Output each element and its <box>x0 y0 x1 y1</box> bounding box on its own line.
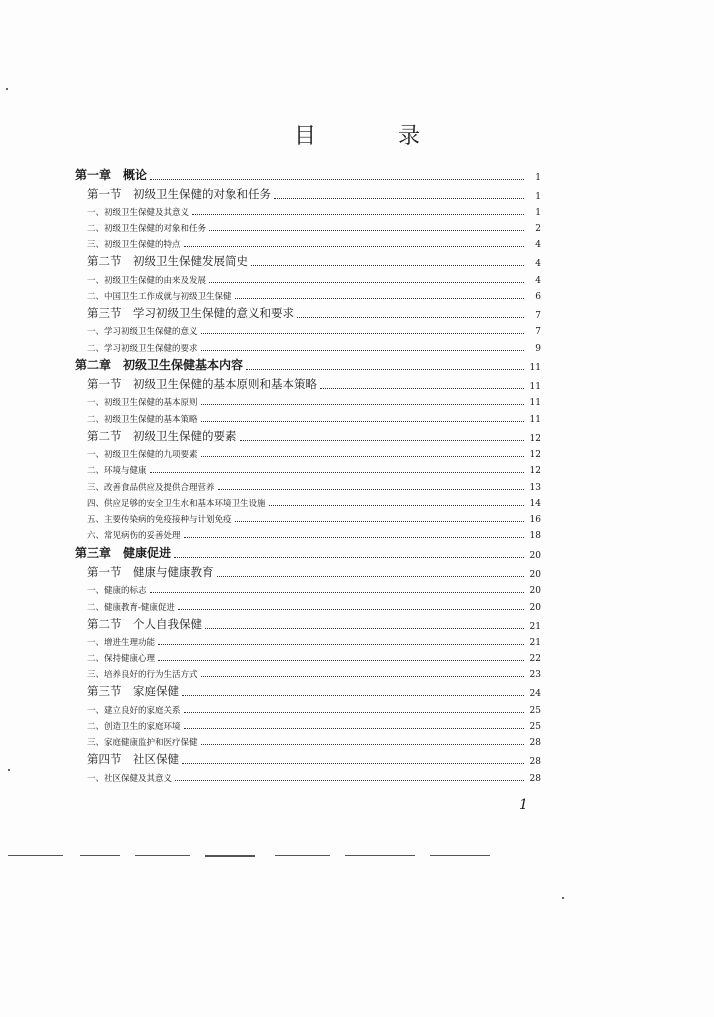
scan-artifact-line <box>135 855 190 856</box>
toc-entry-label: 二、中国卫生工作成就与初级卫生保健 <box>87 291 232 302</box>
dot-leader <box>297 317 524 318</box>
page-number: 1 <box>519 797 528 813</box>
toc-entry-page: 4 <box>535 275 541 286</box>
toc-entry-label: 第一节 初级卫生保健的基本原则和基本策略 <box>87 377 317 392</box>
toc-entry-label: 三、初级卫生保健的特点 <box>87 240 181 251</box>
toc-entry-page: 13 <box>529 482 541 493</box>
toc-item <box>75 337 541 353</box>
dot-leader <box>201 676 524 677</box>
toc-entry-label: 二、创造卫生的家庭环境 <box>87 722 181 733</box>
toc-item <box>75 509 541 525</box>
page-title: 目 录 <box>293 124 450 149</box>
dot-leader <box>217 576 525 577</box>
toc-chapter <box>75 541 541 561</box>
toc-entry-page: 11 <box>529 363 541 374</box>
toc-entry-label: 第四节 社区保健 <box>87 752 179 767</box>
toc-item <box>75 767 541 783</box>
dot-leader <box>240 440 525 441</box>
toc-item <box>75 234 541 250</box>
toc-entry-label: 三、改善食品供应及提供合理营养 <box>87 482 215 493</box>
toc-entry-page: 28 <box>529 738 541 749</box>
toc-item <box>75 525 541 541</box>
toc-item <box>75 632 541 648</box>
toc-item <box>75 444 541 460</box>
toc-item <box>75 580 541 596</box>
toc-entry-label: 第二章 初级卫生保健基本内容 <box>75 358 244 373</box>
toc-entry-label: 第二节 个人自我保健 <box>87 616 202 631</box>
dot-leader <box>150 179 524 180</box>
dot-leader <box>158 660 524 661</box>
toc-section <box>75 183 541 202</box>
toc-section <box>75 302 541 321</box>
scan-artifact-speck <box>562 897 564 899</box>
dot-leader <box>320 388 524 389</box>
toc-entry-page: 21 <box>529 637 541 648</box>
scan-artifact-line <box>205 855 255 857</box>
toc-item <box>75 218 541 234</box>
toc-entry-page: 2 <box>535 224 541 235</box>
dot-leader <box>205 628 524 629</box>
toc-entry-page: 1 <box>535 207 541 218</box>
toc-entry-label: 一、初级卫生保健的基本原则 <box>87 398 198 409</box>
toc-entry-label: 第三章 健康促进 <box>75 545 172 560</box>
toc-entry-page: 22 <box>529 654 541 665</box>
toc-entry-label: 第一章 概论 <box>75 167 148 182</box>
toc-entry-page: 20 <box>529 550 541 561</box>
table-of-contents <box>75 163 541 784</box>
dot-leader <box>269 505 524 506</box>
dot-leader <box>178 609 524 610</box>
toc-entry-page: 4 <box>535 259 541 270</box>
dot-leader <box>246 369 524 370</box>
toc-entry-page: 1 <box>535 172 541 183</box>
toc-item <box>75 596 541 612</box>
toc-entry-label: 六、常见病伤的妥善处理 <box>87 531 181 542</box>
toc-entry-label: 第三节 家庭保健 <box>87 684 179 699</box>
toc-entry-page: 18 <box>529 531 541 542</box>
toc-entry-page: 14 <box>529 498 541 509</box>
toc-entry-page: 20 <box>529 586 541 597</box>
dot-leader <box>251 265 524 266</box>
dot-leader <box>150 472 524 473</box>
toc-entry-label: 二、健康教育-健康促进 <box>87 602 175 613</box>
toc-entry-page: 12 <box>529 449 541 460</box>
toc-entry-label: 二、保持健康心理 <box>87 654 156 665</box>
toc-section <box>75 250 541 269</box>
toc-entry-label: 二、初级卫生保健的对象和任务 <box>87 224 207 235</box>
dot-leader <box>209 282 524 283</box>
toc-entry-label: 一、增进生理功能 <box>87 637 156 648</box>
toc-chapter <box>75 163 541 183</box>
toc-entry-label: 一、初级卫生保健的由来及发展 <box>87 275 207 286</box>
toc-entry-page: 11 <box>529 414 541 425</box>
dot-leader <box>274 198 524 199</box>
scan-artifact-line <box>80 855 120 856</box>
dot-leader <box>182 695 524 696</box>
toc-item <box>75 460 541 476</box>
dot-leader <box>158 644 524 645</box>
toc-entry-label: 四、供应足够的安全卫生水和基本环境卫生设施 <box>87 498 266 509</box>
toc-entry-page: 6 <box>535 291 541 302</box>
dot-leader <box>201 744 524 745</box>
toc-entry-page: 25 <box>529 722 541 733</box>
scan-artifact-line <box>8 855 63 856</box>
toc-entry-page: 7 <box>535 327 541 338</box>
toc-section <box>75 425 541 444</box>
toc-item <box>75 476 541 492</box>
scan-artifact-speck <box>6 88 8 90</box>
toc-entry-page: 28 <box>529 757 541 768</box>
dot-leader <box>201 421 524 422</box>
toc-item <box>75 286 541 302</box>
toc-item <box>75 202 541 218</box>
toc-entry-page: 12 <box>529 433 541 444</box>
toc-entry-label: 一、健康的标志 <box>87 586 147 597</box>
toc-entry-label: 第一节 健康与健康教育 <box>87 564 214 579</box>
toc-entry-label: 一、建立良好的家庭关系 <box>87 705 181 716</box>
toc-entry-page: 28 <box>529 773 541 784</box>
toc-section <box>75 373 541 392</box>
toc-entry-page: 12 <box>529 466 541 477</box>
toc-item <box>75 392 541 408</box>
scan-artifact-speck <box>8 769 10 771</box>
toc-entry-page: 20 <box>529 569 541 580</box>
toc-entry-label: 一、社区保健及其意义 <box>87 773 173 784</box>
toc-entry-label: 一、初级卫生保健及其意义 <box>87 207 190 218</box>
dot-leader <box>184 728 524 729</box>
dot-leader <box>201 456 524 457</box>
toc-entry-label: 第一节 初级卫生保健的对象和任务 <box>87 186 271 201</box>
dot-leader <box>182 763 524 764</box>
toc-entry-page: 24 <box>529 689 541 700</box>
toc-entry-label: 二、环境与健康 <box>87 466 147 477</box>
toc-entry-label: 二、学习初级卫生保健的要求 <box>87 343 198 354</box>
toc-entry-page: 16 <box>529 515 541 526</box>
toc-entry-page: 11 <box>529 382 541 393</box>
dot-leader <box>235 298 524 299</box>
scan-artifact-line <box>275 855 330 856</box>
dot-leader <box>209 230 524 231</box>
toc-entry-page: 7 <box>535 310 541 321</box>
dot-leader <box>184 712 524 713</box>
toc-entry-label: 第二节 初级卫生保健发展简史 <box>87 254 248 269</box>
toc-item <box>75 732 541 748</box>
toc-entry-page: 1 <box>535 191 541 202</box>
toc-entry-page: 11 <box>529 398 541 409</box>
toc-item <box>75 269 541 285</box>
toc-entry-label: 一、学习初级卫生保健的意义 <box>87 327 198 338</box>
toc-entry-label: 第二节 初级卫生保健的要素 <box>87 428 237 443</box>
toc-entry-label: 二、初级卫生保健的基本策略 <box>87 414 198 425</box>
dot-leader <box>184 246 524 247</box>
dot-leader <box>192 214 524 215</box>
dot-leader <box>150 592 524 593</box>
toc-entry-label: 一、初级卫生保健的九项要素 <box>87 449 198 460</box>
toc-section <box>75 680 541 699</box>
scan-artifact-line <box>345 855 415 856</box>
dot-leader <box>218 489 524 490</box>
toc-section <box>75 613 541 632</box>
toc-entry-label: 第三节 学习初级卫生保健的意义和要求 <box>87 305 294 320</box>
toc-entry-page: 9 <box>535 343 541 354</box>
toc-entry-page: 23 <box>529 670 541 681</box>
toc-item <box>75 648 541 664</box>
toc-entry-page: 20 <box>529 602 541 613</box>
dot-leader <box>201 350 524 351</box>
toc-entry-label: 三、培养良好的行为生活方式 <box>87 670 198 681</box>
toc-item <box>75 321 541 337</box>
toc-section <box>75 748 541 767</box>
dot-leader <box>175 780 524 781</box>
toc-item <box>75 408 541 424</box>
toc-entry-label: 三、家庭健康监护和医疗保健 <box>87 738 198 749</box>
toc-item <box>75 493 541 509</box>
toc-item <box>75 664 541 680</box>
dot-leader <box>201 333 524 334</box>
dot-leader <box>235 521 524 522</box>
toc-item <box>75 716 541 732</box>
toc-entry-page: 21 <box>529 621 541 632</box>
toc-item <box>75 699 541 715</box>
toc-chapter <box>75 354 541 374</box>
dot-leader <box>184 537 524 538</box>
toc-section <box>75 561 541 580</box>
dot-leader <box>201 404 524 405</box>
toc-entry-label: 五、主要传染病的免疫接种与计划免疫 <box>87 515 232 526</box>
scan-artifact-line <box>430 855 490 856</box>
toc-entry-page: 4 <box>535 240 541 251</box>
toc-entry-page: 25 <box>529 705 541 716</box>
dot-leader <box>174 557 524 558</box>
